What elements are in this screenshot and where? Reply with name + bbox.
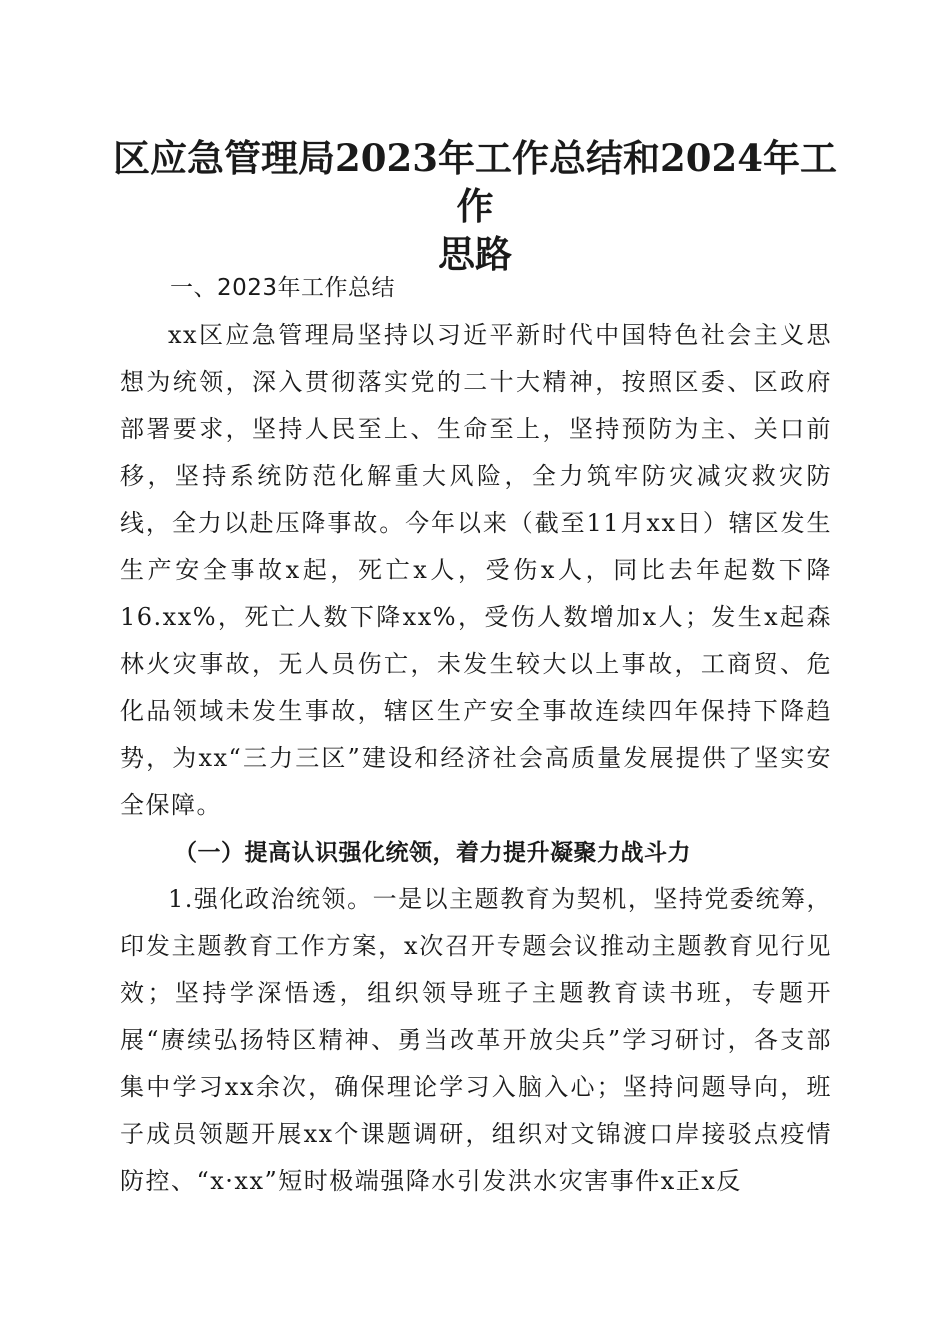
paragraph: xx区应急管理局坚持以习近平新时代中国特色社会主义思想为统领，深入贯彻落实党的二十大精神，按照区委、区政府部署要求，坚持人民至上、生命至上，坚持预防为主、关口前移，坚持系统防范化解重大风险，全力筑牢防灾减灾救灾防线，全力以赴压降事故。今年以来（截至11月xx日）辖区发生生产安全事故x起，死亡x人，受伤x人，同比去年起数下降16.xx%，死亡人数下降xx%，受伤人数增加x人；发生x起森林火灾事故，无人员伤亡，未发生较大以上事故，工商贸、危化品领域未发生事故，辖区生产安全事故连续四年保持下降趋势，为xx“三力三区”建设和经济社会高质量发展提供了坚实安全保障。 <box>120 321 832 819</box>
document-body <box>120 265 832 1205</box>
paragraph: 1.强化政治统领。一是以主题教育为契机，坚持党委统筹，印发主题教育工作方案，x次召开专题会议推动主题教育见行见效；坚持学深悟透，组织领导班子主题教育读书班，专题开展“赓续弘扬特区精神、勇当改革开放尖兵”学习研讨，各支部集中学习xx余次，确保理论学习入脑入心；坚持问题导向，班子成员领题开展xx个课题调研，组织对文锦渡口岸接驳点疫情防控、“x·xx”短时极端强降水引发洪水灾害事件x正x反 <box>120 885 832 1195</box>
title-line-1: 区应急管理局2023年工作总结和2024年工作 <box>113 136 837 228</box>
section-heading: 一、2023年工作总结 <box>170 275 396 301</box>
title-line-2: 思路 <box>438 232 512 276</box>
subsection-heading: （一）提高认识强化统领，着力提升凝聚力战斗力 <box>174 839 691 866</box>
document-title <box>100 134 850 278</box>
